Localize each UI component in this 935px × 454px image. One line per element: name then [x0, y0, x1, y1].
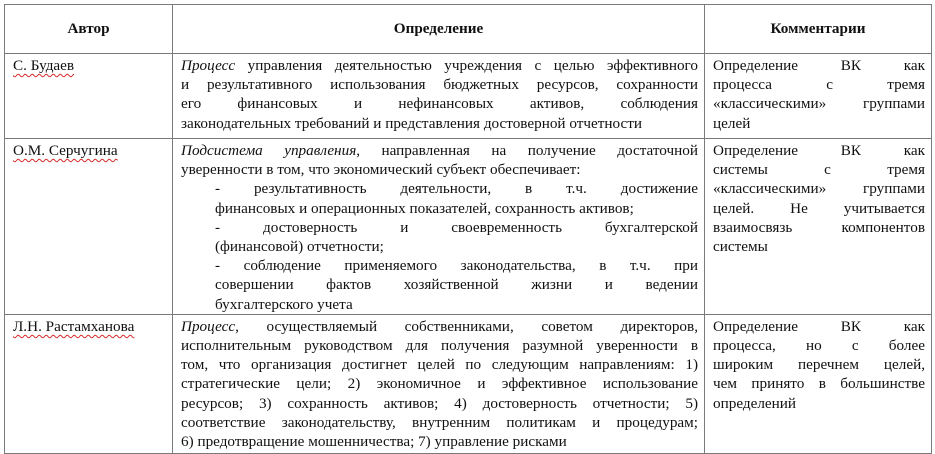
definition-keyword: Процесс — [181, 317, 236, 335]
comment-cell — [705, 314, 932, 453]
bullet-line: финансовых и операционных показателей, сохранность активов; — [215, 199, 634, 217]
definition-cell — [173, 54, 705, 139]
table-row — [5, 139, 932, 315]
comment-line: целей. Не учитывается — [713, 199, 925, 217]
definition-keyword: Подсистема управления — [181, 142, 357, 159]
definition-line: Процесс управления деятельностью учреждения с целью эффективного — [181, 57, 698, 74]
definition-line: Подсистема управления, направленная на получение достаточной — [181, 142, 698, 159]
comment-line: целей — [713, 114, 751, 132]
definition-line: законодательных требований и представления достоверной отчетности — [181, 114, 643, 132]
comment-line: системы — [713, 238, 768, 256]
definition-line: исполнительным руководством для получения разумной уверенности в — [181, 337, 698, 355]
comment-line: «классическими» группами — [713, 95, 925, 113]
table-header-row — [5, 5, 932, 54]
header-comments: Комментарии — [705, 5, 932, 54]
definition-keyword: Процесс — [181, 57, 236, 74]
author-cell — [5, 54, 173, 139]
bullet-line: - результативность деятельности, в т.ч. достижение — [215, 180, 698, 198]
bullet-line: совершении фактов хозяйственной жизни и ведении — [215, 276, 698, 294]
bullet-line: - соблюдение применяемого законодательства, в т.ч. при — [215, 257, 698, 275]
bullet-line: бухгалтерского учета — [215, 295, 353, 313]
comment-line: чем принято в большинстве — [713, 375, 925, 393]
comment-line: процесса с тремя — [713, 76, 925, 94]
definition-line: его финансовых и нефинансовых активов, соблюдения — [181, 95, 698, 113]
bullet-line: - достоверность и своевременность бухгалтерской — [215, 218, 698, 236]
table-row — [5, 314, 932, 453]
definitions-table — [4, 4, 932, 454]
bullet-line: (финансовой) отчетности; — [215, 238, 384, 256]
comment-line: определений — [713, 394, 797, 412]
comment-line: Определение ВК как — [713, 57, 925, 74]
comment-line: Определение ВК как — [713, 142, 925, 159]
author-name: О.М. Серчугина — [13, 142, 118, 159]
definition-line: Процесс, осуществляемый собственниками, советом директоров, — [181, 317, 698, 335]
comment-cell — [705, 54, 932, 139]
comment-line: широким перечнем целей, — [713, 356, 925, 374]
header-definition: Определение — [173, 5, 705, 54]
comment-cell — [705, 139, 932, 315]
definition-cell — [173, 314, 705, 453]
definition-line: уверенности в том, что экономический субъект обеспечивает: — [181, 161, 581, 179]
author-name: Л.Н. Растамханова — [13, 317, 135, 335]
comment-line: «классическими» группами — [713, 180, 925, 198]
author-name: С. Будаев — [13, 57, 75, 74]
definition-line: стратегические цели; 2) экономичное и эффективное использование — [181, 375, 698, 393]
comment-line: взаимосвязь компонентов — [713, 218, 925, 236]
author-cell — [5, 314, 173, 453]
definition-line: и результативного использования бюджетных ресурсов, сохранности — [181, 76, 698, 94]
author-cell — [5, 139, 173, 315]
definition-line: соответствие законодательству, внутренним политикам и процедурам; — [181, 413, 698, 431]
comment-line: Определение ВК как — [713, 317, 925, 335]
definition-line: 6) предотвращение мошенничества; 7) управление рисками — [181, 433, 567, 451]
comment-line: системы с тремя — [713, 161, 925, 179]
definition-line: том, что организация достигнет целей по следующим направлениям: 1) — [181, 356, 698, 374]
definition-line: ресурсов; 3) сохранность активов; 4) достоверность отчетности; 5) — [181, 394, 698, 412]
definition-cell — [173, 139, 705, 315]
header-author: Автор — [5, 5, 173, 54]
comment-line: процесса, но с более — [713, 337, 925, 355]
table-row — [5, 54, 932, 139]
